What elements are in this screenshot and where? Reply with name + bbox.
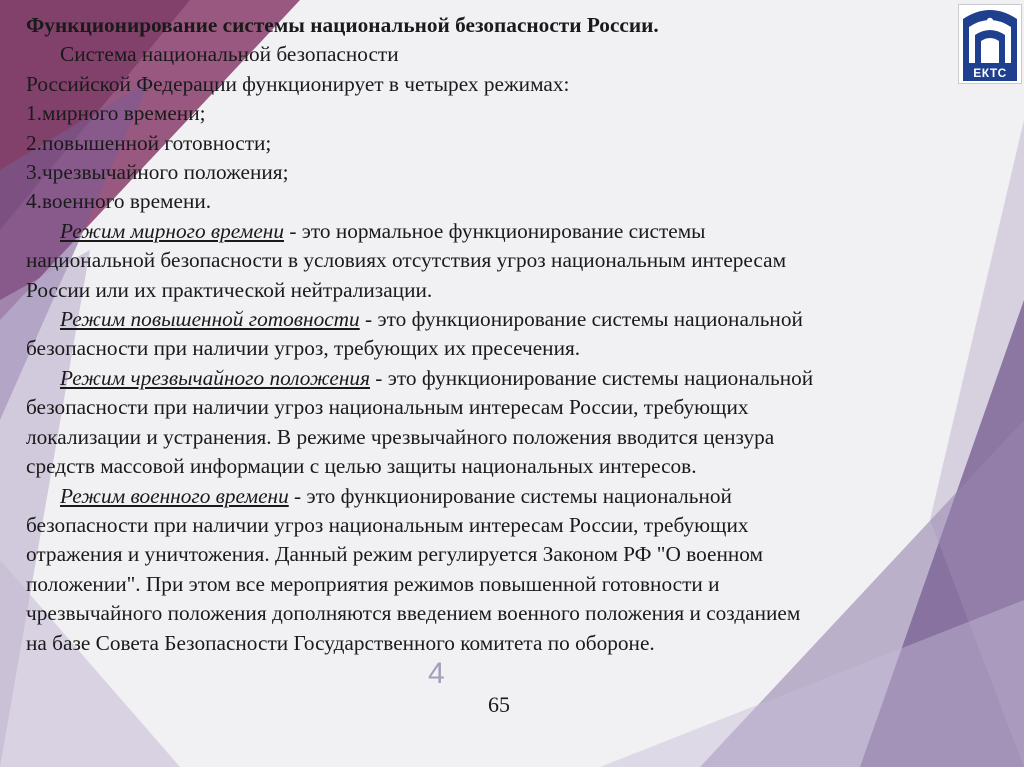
list-item: 2.повышенной готовности; <box>26 130 272 155</box>
paragraph-line: безопасности при наличии угроз, требующих их пресечения. <box>26 336 581 361</box>
mode-term: Режим чрезвычайного положения <box>60 365 370 390</box>
list-item: 3.чрезвычайного положения; <box>26 160 289 185</box>
mode-definition-start: - это функционирование системы национальной <box>288 483 732 508</box>
paragraph-line: безопасности при наличии угроз национальным интересам России, требующих <box>26 395 749 420</box>
mode-term: Режим повышенной готовности <box>60 307 360 332</box>
mode-high-alert-heading <box>26 305 976 334</box>
paragraph-line: России или их практической нейтрализации. <box>26 277 433 302</box>
intro-line-2: Российской Федерации функционирует в четырех режимах: <box>26 71 570 96</box>
list-item: 1.мирного времени; <box>26 101 206 126</box>
paragraph-line: средств массовой информации с целью защиты национальных интересов. <box>26 454 697 479</box>
paragraph-line: безопасности при наличии угроз национальным интересам России, требующих <box>26 512 749 537</box>
paragraph-line: национальной безопасности в условиях отсутствия угроз национальным интересам <box>26 248 787 273</box>
mode-emergency-heading <box>26 364 976 393</box>
mode-definition-start: - это функционирование системы национальной <box>359 307 803 332</box>
mode-definition-start: - это функционирование системы национальной <box>369 365 814 390</box>
paragraph-line: чрезвычайного положения дополняются введением военного положения и созданием <box>26 601 801 626</box>
paragraph-line: отражения и уничтожения. Данный режим регулируется Законом РФ "О военном <box>26 542 763 567</box>
mode-definition-start: - это нормальное функционирование системы <box>284 218 706 243</box>
page-number: 65 <box>488 692 510 717</box>
document-title: Функционирование системы национальной безопасности России. <box>26 13 659 37</box>
intro-line-1: Система национальной безопасности <box>60 42 399 67</box>
logo-text: ЕКТС <box>973 66 1007 80</box>
paragraph-line: локализации и устранения. В режиме чрезвычайного положения вводится цензура <box>26 424 775 449</box>
paragraph-line: положении". При этом все мероприятия режимов повышенной готовности и <box>26 571 720 596</box>
mode-wartime-heading <box>26 482 976 511</box>
list-item: 4.военного времени. <box>26 189 212 214</box>
mode-peacetime-heading <box>26 217 976 246</box>
mode-term: Режим мирного времени <box>60 218 284 243</box>
document-body <box>26 11 976 658</box>
paragraph-line: на базе Совета Безопасности Государственного комитета по обороне. <box>26 630 655 655</box>
mode-term: Режим военного времени <box>60 483 289 508</box>
slide-ghost-number: 4 <box>428 657 445 690</box>
